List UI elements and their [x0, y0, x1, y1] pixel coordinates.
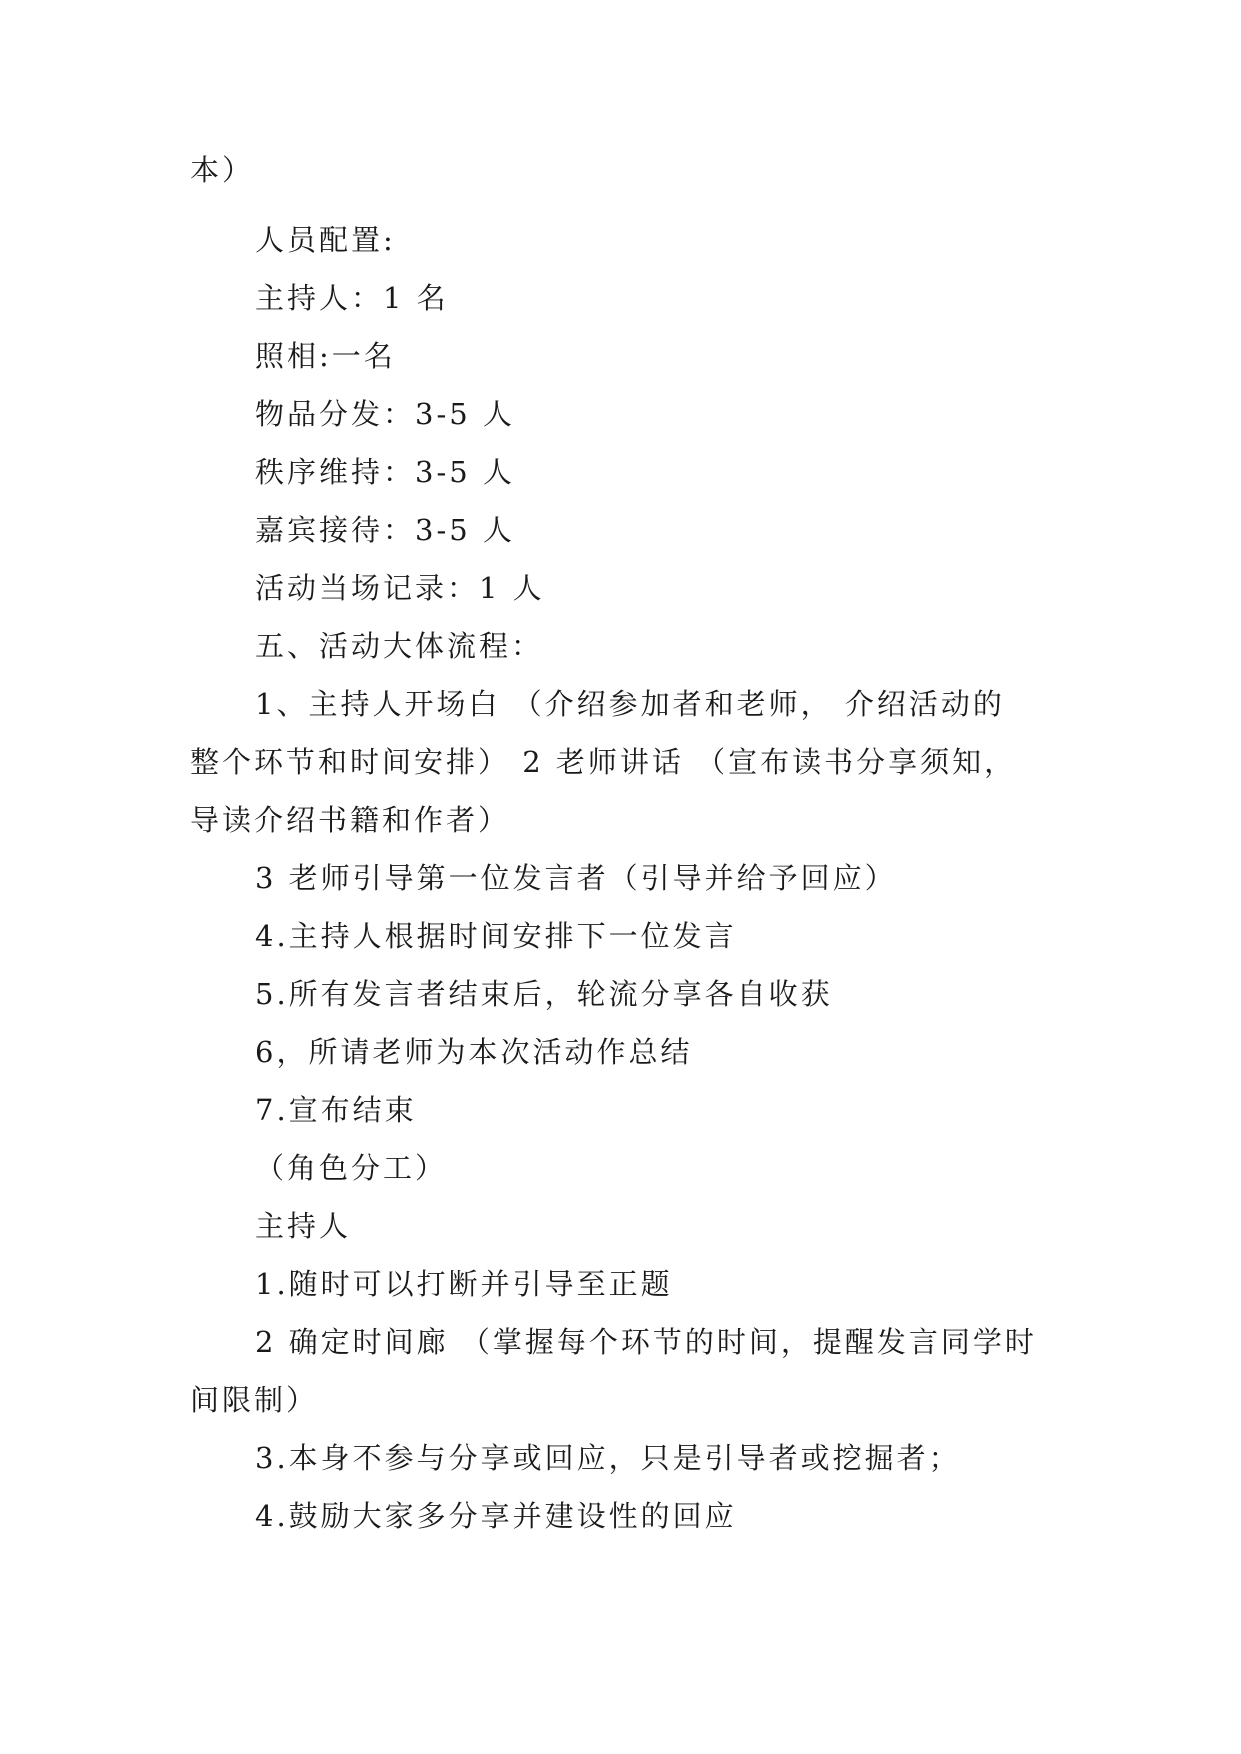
- role-host-duty-3: 3.本身不参与分享或回应，只是引导者或挖掘者；: [255, 1441, 961, 1475]
- process-step-1-line-1: 1、主持人开场白 （介绍参加者和老师， 介绍活动的: [255, 687, 1005, 721]
- staff-photographer: 照相:一名: [255, 339, 396, 373]
- heading-staffing: 人员配置:: [255, 223, 396, 257]
- process-step-4: 4.主持人根据时间安排下一位发言: [255, 919, 737, 953]
- staff-distribution: 物品分发：3-5 人: [255, 397, 515, 431]
- process-step-1-line-3: 导读介绍书籍和作者）: [190, 803, 511, 837]
- role-host-duty-2-line-1: 2 确定时间廊 （掌握每个环节的时间，提醒发言同学时: [255, 1325, 1037, 1359]
- staff-guest-reception: 嘉宾接待：3-5 人: [255, 513, 515, 547]
- staff-host: 主持人：1 名: [255, 281, 449, 315]
- staff-recorder: 活动当场记录：1 人: [255, 571, 545, 605]
- text-line-continuation: 本）: [190, 153, 255, 187]
- staff-order: 秩序维持：3-5 人: [255, 455, 515, 489]
- process-step-3: 3 老师引导第一位发言者（引导并给予回应）: [255, 861, 897, 895]
- heading-process: 五、活动大体流程：: [255, 629, 544, 663]
- role-host-title: 主持人: [255, 1209, 352, 1243]
- heading-role-division: （角色分工）: [255, 1151, 448, 1185]
- role-host-duty-2-line-2: 间限制）: [190, 1383, 319, 1417]
- role-host-duty-4: 4.鼓励大家多分享并建设性的回应: [255, 1499, 737, 1533]
- process-step-6: 6，所请老师为本次活动作总结: [255, 1035, 693, 1069]
- process-step-5: 5.所有发言者结束后，轮流分享各自收获: [255, 977, 833, 1011]
- process-step-7: 7.宣布结束: [255, 1093, 417, 1127]
- role-host-duty-1: 1.随时可以打断并引导至正题: [255, 1267, 673, 1301]
- process-step-1-line-2: 整个环节和时间安排） 2 老师讲话 （宣布读书分享须知，: [190, 745, 1017, 779]
